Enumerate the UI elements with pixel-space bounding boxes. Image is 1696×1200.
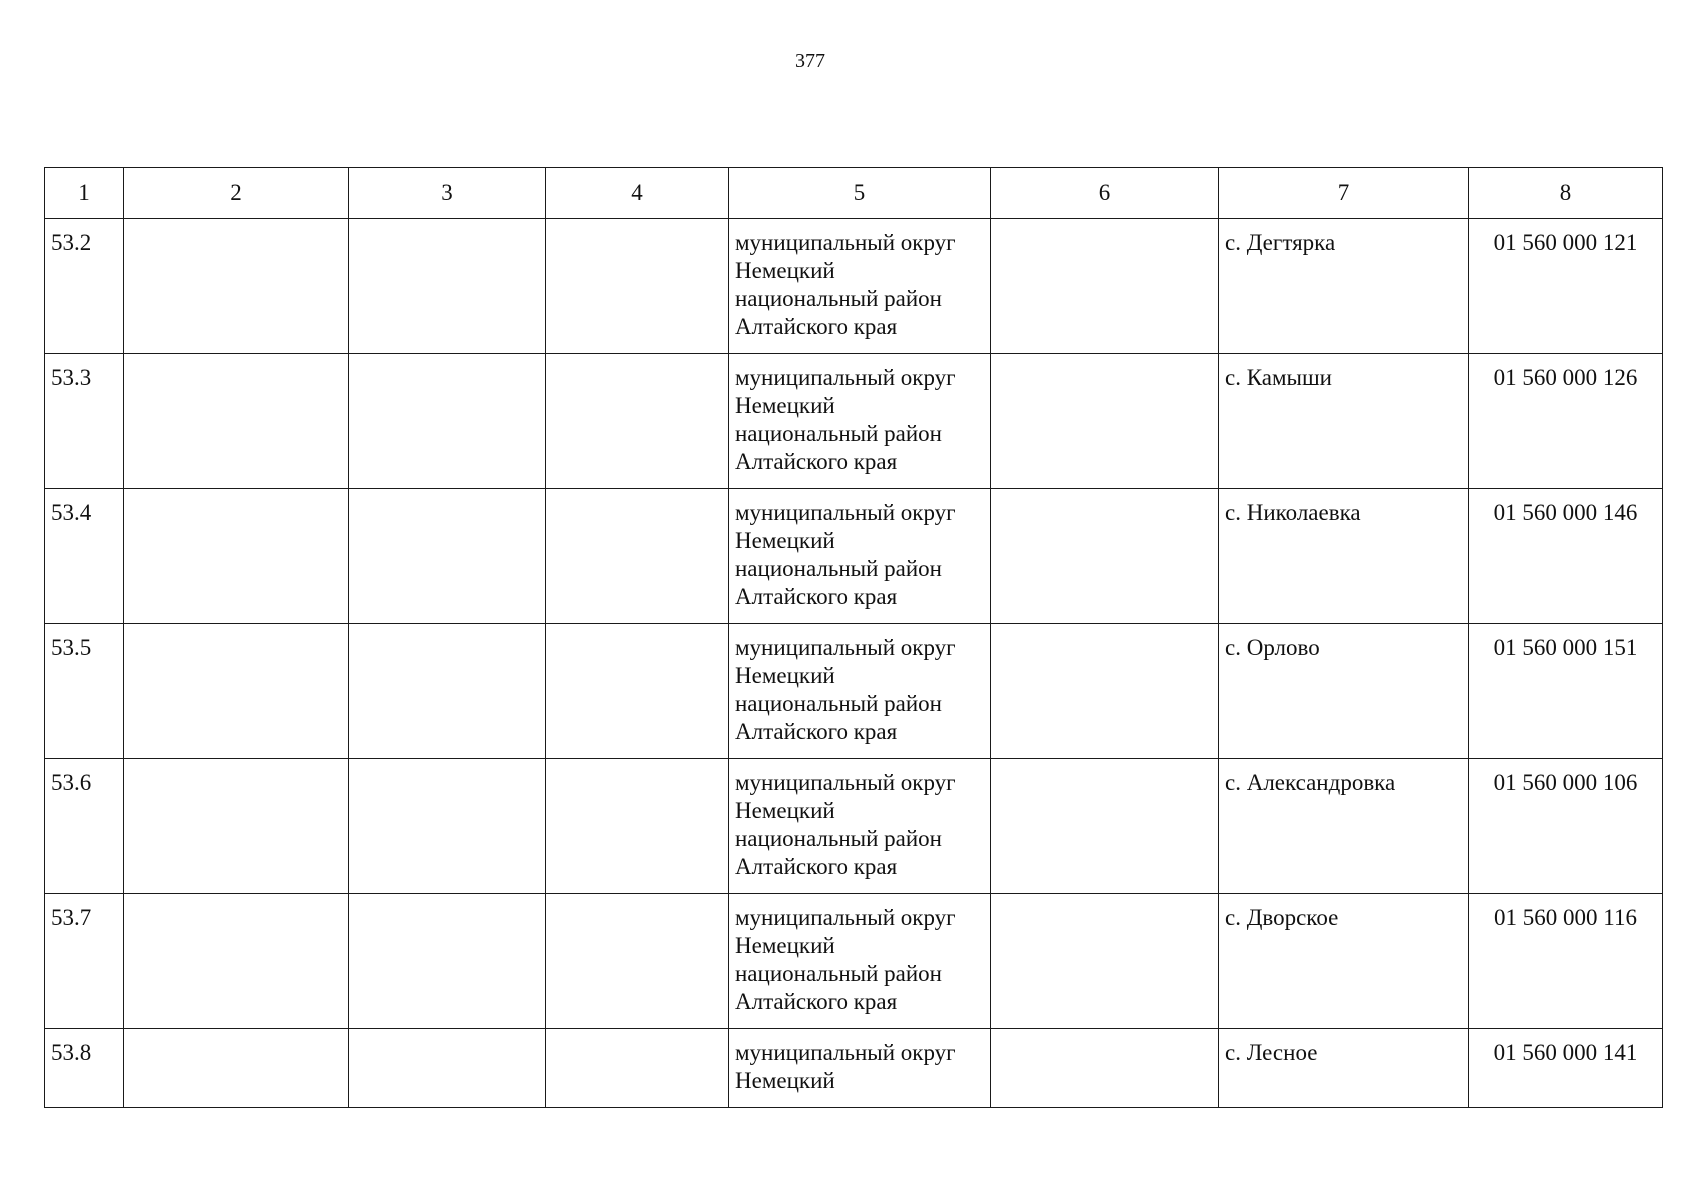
- column-header-5: 5: [729, 168, 991, 219]
- table-row: [45, 489, 1663, 624]
- oktmo-code: 01 560 000 121: [1493, 230, 1638, 255]
- table-row: [45, 894, 1663, 1029]
- column-header-3: 3: [349, 168, 546, 219]
- municipality-cell: [729, 759, 991, 894]
- empty-cell: [349, 219, 546, 354]
- code-cell: [1469, 759, 1663, 894]
- oktmo-code: 01 560 000 146: [1493, 500, 1638, 525]
- code-cell: [1469, 624, 1663, 759]
- table-row: [45, 1029, 1663, 1108]
- empty-cell: [349, 759, 546, 894]
- settlement-cell: [1219, 1029, 1469, 1108]
- municipality-cell: [729, 624, 991, 759]
- row-number-cell: [45, 894, 124, 1029]
- empty-cell: [546, 219, 729, 354]
- settlement-name: с. Камыши: [1225, 365, 1332, 390]
- empty-cell: [349, 1029, 546, 1108]
- empty-cell: [349, 354, 546, 489]
- oktmo-code: 01 560 000 151: [1493, 635, 1638, 660]
- municipality-name: муниципальный округ Немецкий национальный район Алтайского края: [735, 770, 956, 879]
- municipality-name: муниципальный округ Немецкий национальный район Алтайского края: [735, 905, 956, 1014]
- empty-cell: [124, 894, 349, 1029]
- empty-cell: [546, 354, 729, 489]
- settlement-cell: [1219, 759, 1469, 894]
- municipality-name: муниципальный округ Немецкий национальный район Алтайского края: [735, 230, 956, 339]
- municipality-cell: [729, 894, 991, 1029]
- empty-cell: [124, 489, 349, 624]
- empty-cell: [124, 624, 349, 759]
- empty-cell: [991, 624, 1219, 759]
- settlement-name: с. Лесное: [1225, 1040, 1318, 1065]
- column-header-4: 4: [546, 168, 729, 219]
- empty-cell: [124, 354, 349, 489]
- municipality-cell: [729, 354, 991, 489]
- table-row: [45, 354, 1663, 489]
- row-number-cell: [45, 624, 124, 759]
- oktmo-code: 01 560 000 106: [1493, 770, 1638, 795]
- settlement-name: с. Дегтярка: [1225, 230, 1336, 255]
- code-cell: [1469, 894, 1663, 1029]
- municipality-cell: [729, 1029, 991, 1108]
- code-cell: [1469, 489, 1663, 624]
- column-header-8: 8: [1469, 168, 1663, 219]
- row-number: 53.7: [51, 905, 92, 930]
- row-number: 53.3: [51, 365, 92, 390]
- empty-cell: [991, 219, 1219, 354]
- empty-cell: [991, 894, 1219, 1029]
- row-number-cell: [45, 219, 124, 354]
- empty-cell: [546, 624, 729, 759]
- empty-cell: [124, 1029, 349, 1108]
- row-number-cell: [45, 489, 124, 624]
- empty-cell: [546, 489, 729, 624]
- column-header-7: 7: [1219, 168, 1469, 219]
- empty-cell: [124, 219, 349, 354]
- row-number: 53.5: [51, 635, 92, 660]
- register-table: [44, 167, 1663, 1108]
- settlement-name: с. Николаевка: [1225, 500, 1361, 525]
- municipality-name: муниципальный округ Немецкий национальный район Алтайского края: [735, 500, 956, 609]
- row-number: 53.8: [51, 1040, 92, 1065]
- table-row: [45, 219, 1663, 354]
- empty-cell: [546, 894, 729, 1029]
- row-number-cell: [45, 759, 124, 894]
- empty-cell: [991, 1029, 1219, 1108]
- code-cell: [1469, 1029, 1663, 1108]
- row-number: 53.4: [51, 500, 92, 525]
- settlement-name: с. Орлово: [1225, 635, 1320, 660]
- empty-cell: [991, 489, 1219, 624]
- municipality-cell: [729, 489, 991, 624]
- row-number: 53.6: [51, 770, 92, 795]
- oktmo-code: 01 560 000 126: [1493, 365, 1638, 390]
- column-header-6: 6: [991, 168, 1219, 219]
- settlement-name: с. Александровка: [1225, 770, 1396, 795]
- settlement-cell: [1219, 219, 1469, 354]
- empty-cell: [546, 759, 729, 894]
- municipality-name: муниципальный округ Немецкий национальный район Алтайского края: [735, 365, 956, 474]
- municipality-cell: [729, 219, 991, 354]
- oktmo-code: 01 560 000 141: [1493, 1040, 1638, 1065]
- empty-cell: [546, 1029, 729, 1108]
- settlement-cell: [1219, 489, 1469, 624]
- table-row: [45, 624, 1663, 759]
- settlement-cell: [1219, 894, 1469, 1029]
- row-number-cell: [45, 1029, 124, 1108]
- code-cell: [1469, 219, 1663, 354]
- empty-cell: [991, 354, 1219, 489]
- code-cell: [1469, 354, 1663, 489]
- row-number: 53.2: [51, 230, 92, 255]
- municipality-name: муниципальный округ Немецкий: [735, 1040, 956, 1093]
- empty-cell: [349, 624, 546, 759]
- header-row: [45, 168, 1663, 219]
- table-row: [45, 759, 1663, 894]
- municipality-name: муниципальный округ Немецкий национальный район Алтайского края: [735, 635, 956, 744]
- settlement-name: с. Дворское: [1225, 905, 1339, 930]
- settlement-cell: [1219, 624, 1469, 759]
- row-number-cell: [45, 354, 124, 489]
- empty-cell: [124, 759, 349, 894]
- column-header-2: 2: [124, 168, 349, 219]
- empty-cell: [349, 894, 546, 1029]
- empty-cell: [991, 759, 1219, 894]
- settlement-cell: [1219, 354, 1469, 489]
- oktmo-code: 01 560 000 116: [1494, 905, 1637, 930]
- empty-cell: [349, 489, 546, 624]
- page-number: 377: [795, 50, 825, 72]
- column-header-1: 1: [45, 168, 124, 219]
